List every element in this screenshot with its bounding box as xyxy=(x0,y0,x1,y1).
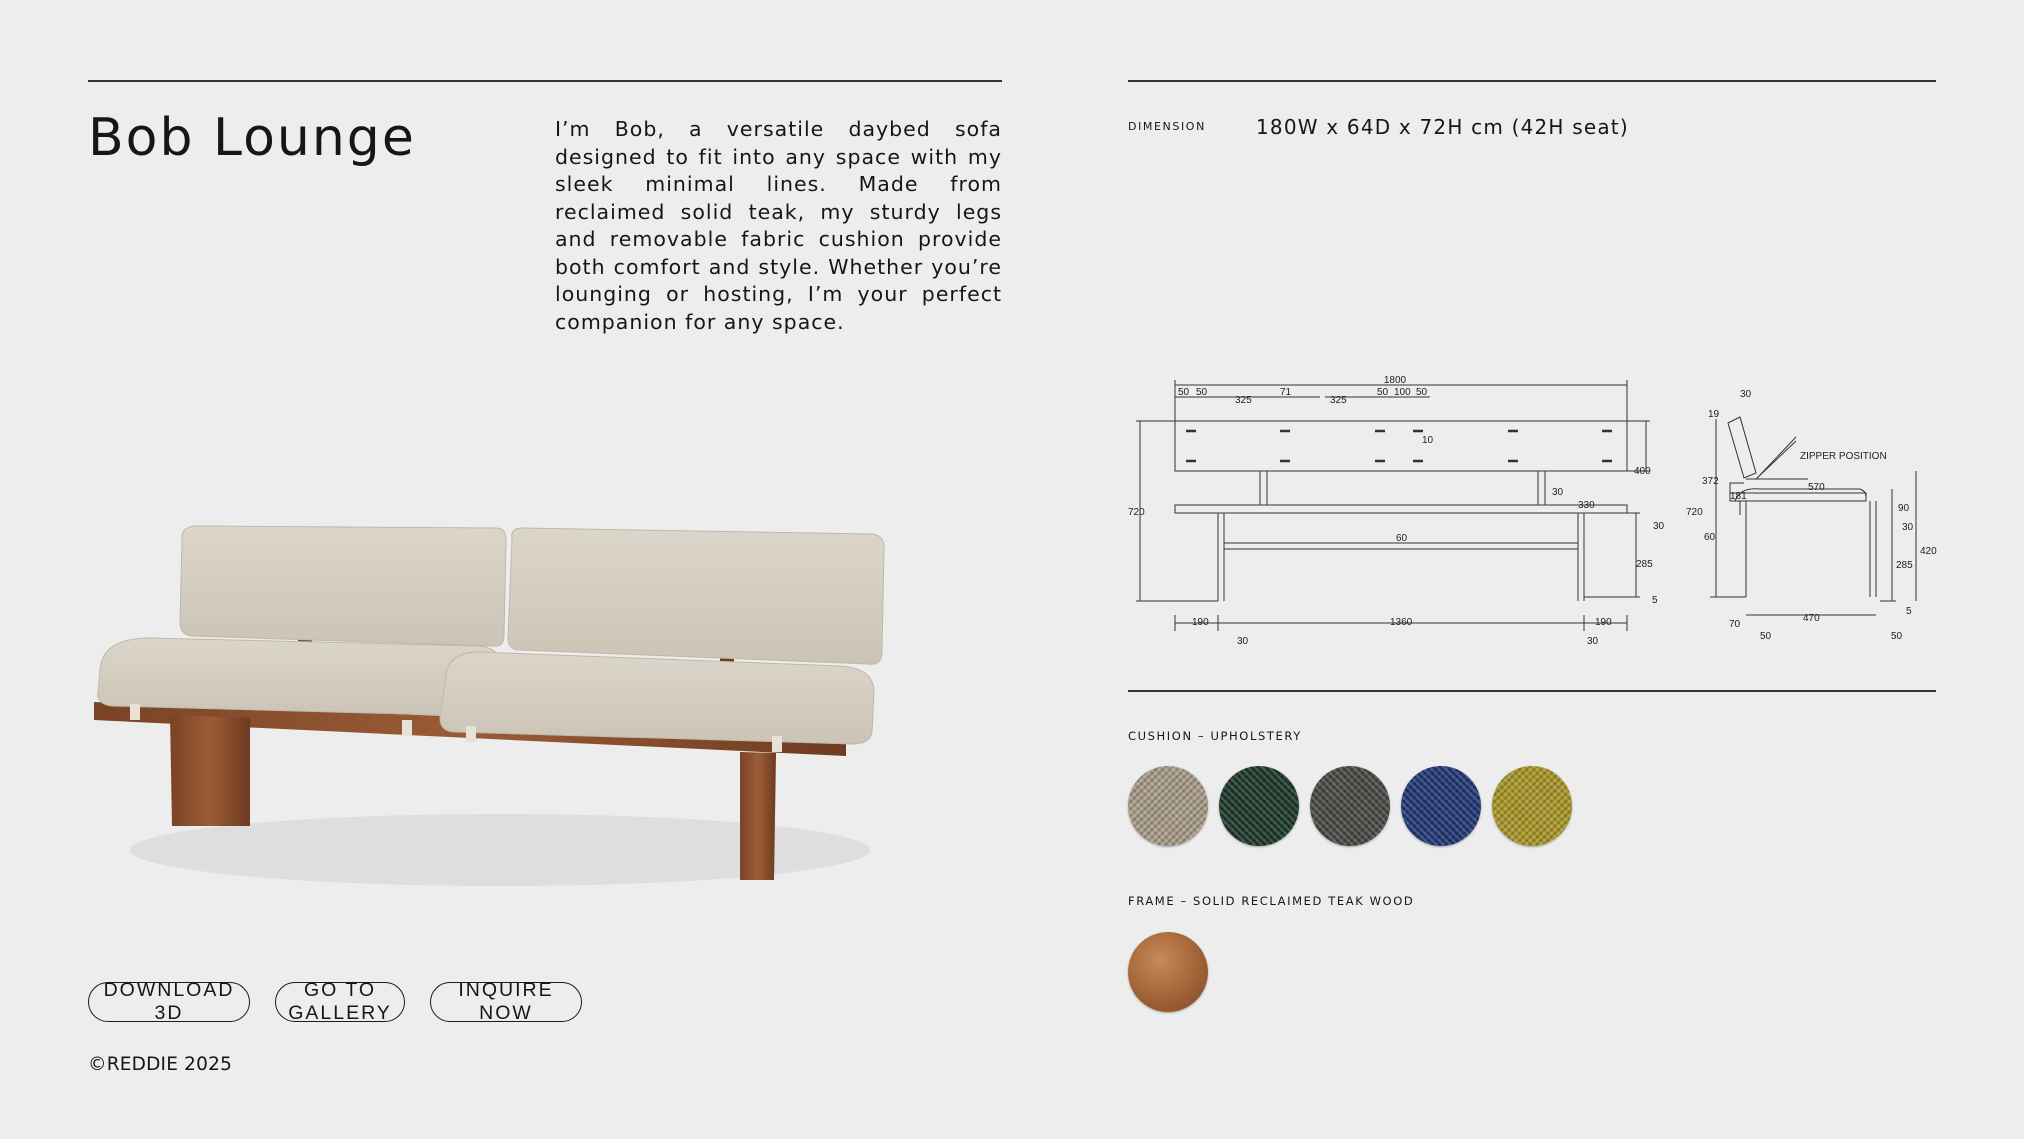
dim-front-5: 5 xyxy=(1652,595,1658,606)
swatch-teak-wood[interactable] xyxy=(1128,932,1208,1012)
go-to-gallery-button[interactable]: GO TO GALLERY xyxy=(275,982,405,1022)
dim-side-50a: 50 xyxy=(1760,631,1772,642)
dim-front-325b: 325 xyxy=(1330,395,1347,406)
divider-top-right xyxy=(1128,80,1936,82)
inquire-now-button[interactable]: INQUIRE NOW xyxy=(430,982,582,1022)
action-buttons xyxy=(88,979,582,1024)
dim-front-285: 285 xyxy=(1636,559,1653,570)
dim-side-372: 372 xyxy=(1702,476,1719,487)
dim-side-420: 420 xyxy=(1920,546,1937,557)
cushion-label: CUSHION – UPHOLSTERY xyxy=(1128,729,1302,743)
dim-front-30b: 30 xyxy=(1653,521,1665,532)
product-title: Bob Lounge xyxy=(88,108,416,168)
dim-side-90: 90 xyxy=(1898,503,1910,514)
dim-side-181: 181 xyxy=(1730,491,1747,502)
dim-side-50b: 50 xyxy=(1891,631,1903,642)
copyright: ©REDDIE 2025 xyxy=(88,1054,233,1075)
frame-label: FRAME – SOLID RECLAIMED TEAK WOOD xyxy=(1128,894,1415,908)
dim-side-470: 470 xyxy=(1803,613,1820,624)
cushion-swatches xyxy=(1128,766,1572,846)
dim-front-50d: 50 xyxy=(1416,387,1428,398)
dim-front-330: 330 xyxy=(1578,500,1595,511)
dim-side-570: 570 xyxy=(1808,482,1825,493)
dim-front-400: 400 xyxy=(1634,466,1651,477)
product-description: I’m Bob, a versatile daybed sofa designed to fit into any space with my sleek minimal lines. Made from reclaimed solid teak, my sturdy legs and removable fabric cushion provide both comfort and style. Whether you’re lounging or hosting, I’m your perfect companion for any space. xyxy=(555,117,1002,334)
dim-side-30b: 30 xyxy=(1902,522,1914,533)
sofa-image xyxy=(60,470,910,940)
dim-side-70: 70 xyxy=(1729,619,1741,630)
dimension-label: DIMENSION xyxy=(1128,120,1206,133)
dim-side-720: 720 xyxy=(1686,507,1703,518)
dim-side-60: 60 xyxy=(1704,532,1716,543)
dimension-drawing xyxy=(1120,375,1950,665)
dim-front-10: 10 xyxy=(1422,435,1434,446)
dim-front-100: 100 xyxy=(1394,387,1411,398)
dim-front-1360: 1360 xyxy=(1390,617,1413,628)
dim-front-190b: 190 xyxy=(1595,617,1612,628)
dim-front-30c: 30 xyxy=(1237,636,1249,647)
dim-front-50c: 50 xyxy=(1377,387,1389,398)
divider-middle-right xyxy=(1128,690,1936,692)
swatch-charcoal[interactable] xyxy=(1310,766,1390,846)
dim-side-zipper: ZIPPER POSITION xyxy=(1800,451,1887,462)
dim-front-50a: 50 xyxy=(1178,387,1190,398)
swatch-navy[interactable] xyxy=(1401,766,1481,846)
dim-front-720: 720 xyxy=(1128,507,1145,518)
dim-front-325a: 325 xyxy=(1235,395,1252,406)
dim-front-190a: 190 xyxy=(1192,617,1209,628)
dim-front-50b: 50 xyxy=(1196,387,1208,398)
divider-top-left xyxy=(88,80,1002,82)
swatch-mustard[interactable] xyxy=(1492,766,1572,846)
dimension-value: 180W x 64D x 72H cm (42H seat) xyxy=(1256,115,1629,139)
swatch-forest-green[interactable] xyxy=(1219,766,1299,846)
dim-side-5: 5 xyxy=(1906,606,1912,617)
dim-front-30d: 30 xyxy=(1587,636,1599,647)
dim-overall-width: 1800 xyxy=(1383,375,1407,386)
dim-front-60: 60 xyxy=(1396,533,1408,544)
dim-side-285: 285 xyxy=(1896,560,1913,571)
swatch-oatmeal[interactable] xyxy=(1128,766,1208,846)
dim-front-30a: 30 xyxy=(1552,487,1564,498)
dim-side-19: 19 xyxy=(1708,409,1720,420)
dim-side-30: 30 xyxy=(1740,389,1752,400)
download-3d-button[interactable]: DOWNLOAD 3D xyxy=(88,982,250,1022)
dim-front-71: 71 xyxy=(1280,387,1292,398)
